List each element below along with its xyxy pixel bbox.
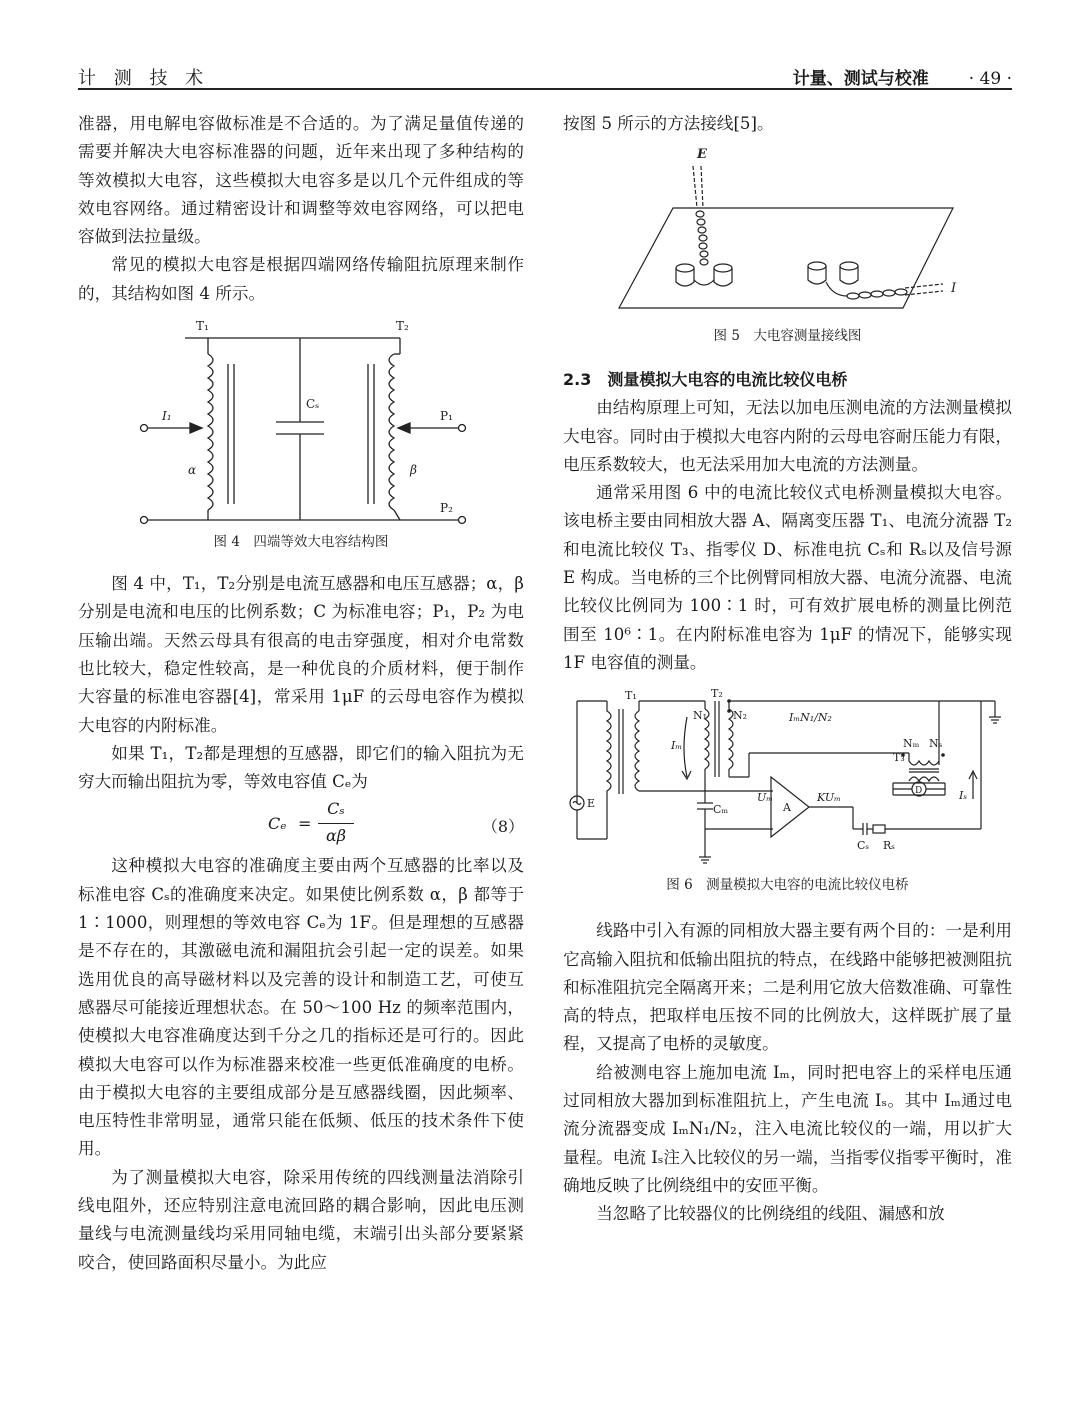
- fig6-label-t3: T₃: [893, 751, 905, 765]
- paragraph: 准器，用电解电容做标准是不合适的。为了满足量值传递的需要并解决大电容标准器的问题，近年来出现了多种结构的等效模拟大电容，这些模拟大电容多是以几个元件组成的等效电容网络。通过精密设计和调整等效电容网络，可以把电容做到法拉量级。: [78, 114, 524, 247]
- formula-lhs: Cₑ: [268, 814, 287, 834]
- fig4-label-beta: β: [410, 463, 417, 478]
- header-rule: [78, 88, 1012, 90]
- fig4-label-alpha: α: [188, 463, 197, 478]
- fig6-label-n2: N₂: [733, 709, 748, 723]
- figure-6-caption: 图 6 测量模拟大电容的电流比较仪电桥: [666, 877, 909, 894]
- fig5-label-e: E: [697, 147, 707, 163]
- fig6-label-um: Uₘ: [757, 791, 774, 805]
- fig6-label-n1: N₁: [693, 709, 708, 723]
- fig6-label-imn: IₘN₁/N₂: [789, 711, 832, 725]
- paragraph: 线路中引入有源的同相放大器主要有两个目的：一是利用它高输入阻抗和低输出阻抗的特点，在线路中能够把被测阻抗和标准阻抗完全隔离开来；二是利用它放大倍数准确、可靠性高的特点，把取样电压按不同的比例放大，这样既扩展了量程，又提高了电桥的灵敏度。: [563, 921, 1012, 1054]
- paragraph: 常见的模拟大电容是根据四端网络传输阻抗原理来制作的，其结构如图 4 所示。: [78, 255, 524, 303]
- fig6-label-nm: Nₘ: [903, 737, 920, 751]
- section-name: 计量、测试与校准: [792, 69, 929, 89]
- figure-6-diagram: [563, 689, 1012, 869]
- fig6-label-a: A: [783, 801, 791, 815]
- paragraph: 按图 5 所示的方法接线[5]。: [563, 114, 774, 133]
- formula-denominator: αβ: [325, 826, 347, 846]
- figure-5-caption: 图 5 大电容测量接线图: [713, 328, 862, 345]
- fig6-label-t1: T₁: [625, 689, 637, 703]
- fig6-label-is: Iₛ: [959, 789, 968, 803]
- fig5-label-i: I: [951, 281, 957, 297]
- paragraph: 由结构原理上可知，无法以加电压测电流的方法测量模拟大电容。同时由于模拟大电容内附的云母电容耐压能力有限，电压系数较大，也无法采用加大电流的方法测量。: [563, 398, 1012, 474]
- equation-number: （8）: [481, 817, 524, 837]
- left-column: [78, 110, 524, 1277]
- fig4-label-cs: Cₛ: [306, 397, 320, 412]
- fig6-label-im: Iₘ: [671, 739, 683, 753]
- journal-name: 计 测 技 术: [78, 68, 210, 89]
- fig6-label-e: E: [587, 797, 596, 811]
- equation-8: [78, 796, 524, 852]
- fig4-label-p2: P₂: [440, 501, 453, 516]
- fig6-label-kum: KUₘ: [817, 791, 841, 805]
- fig6-label-cm: Cₘ: [713, 803, 729, 817]
- formula-equals: =: [298, 814, 312, 834]
- fig6-label-rs: Rₛ: [883, 839, 895, 853]
- paragraph: 图 4 中，T₁，T₂分别是电流互感器和电压互感器；α，β 分别是电流和电压的比例系数；C 为标准电容；P₁，P₂ 为电压输出端。天然云母具有很高的电击穿强度，相对介电常数也比较大，稳定性较高，是一种优良的介质材料，便于制作大容量的标准电容器[4]，常采用 1μF 的云母电容作为模拟大电容的内附标准。: [78, 574, 524, 735]
- fig6-label-ns: Nₛ: [929, 737, 943, 751]
- paragraph: 如果 T₁，T₂都是理想的互感器，即它们的输入阻抗为无穷大而输出阻抗为零，等效电容值 Cₑ为: [78, 743, 524, 792]
- right-column: [563, 110, 1012, 1229]
- paragraph: 这种模拟大电容的准确度主要由两个互感器的比率以及标准电容 Cₛ的准确度来决定。如果使比例系数 α，β 都等于 1∶1000，则理想的等效电容 Cₑ为 1F。但是理想的互感器是不存在的，其激磁电流和漏阻抗会引起一定的误差。如果选用优良的高导磁材料以及完善的设计和制造工艺，可使互感器尽可能接近理想状态。在 50～100 Hz 的频率范围内，使模拟大电容准确度达到千分之几的指标还是可行的。因此模拟大电容可以作为标准器来校准一些更低准确度的电桥。由于模拟大电容的主要组成部分是互感器线圈，因此频率、电压特性非常明显，通常只能在低频、低压的技术条件下使用。: [78, 856, 524, 1159]
- paragraph: 给被测电容上施加电流 Iₘ，同时把电容上的采样电压通过同相放大器加到标准阻抗上，产生电流 Iₛ。其中 Iₘ通过电流分流器变成 IₘN₁/N₂，注入电流比较仪的一端，用以扩大量程。电流 Iₛ注入比较仪的另一端，当指零仪指零平衡时，准确地反映了比例绕组中的安匝平衡。: [563, 1062, 1012, 1195]
- formula-numerator: Cₛ: [327, 799, 345, 819]
- paragraph: 为了测量模拟大电容，除采用传统的四线测量法消除引线电阻外，还应特别注意电流回路的耦合影响，因此电压测量线与电流测量线均采用同轴电缆，末端引出头部分要紧紧咬合，使回路面积尽量小。为此应: [78, 1167, 524, 1272]
- figure-4-caption: 图 4 四端等效大电容结构图: [213, 534, 389, 551]
- fig4-label-i1: I₁: [162, 409, 172, 424]
- fig6-label-t2: T₂: [711, 689, 723, 701]
- paragraph: 通常采用图 6 中的电流比较仪式电桥测量模拟大电容。该电桥主要由同相放大器 A、隔离变压器 T₁、电流分流器 T₂和电流比较仪 T₃、指零仪 D、标准电抗 Cₛ和 Rₛ以及信号源 E 构成。当电桥的三个比例臂同相放大器、电流分流器、电流比较仪比例同为 100∶1 时，可有效扩展电桥的测量比例范围至 10⁶∶1。在内附标准电容为 1μF 的情况下，能够实现 1F 电容值的测量。: [563, 483, 1012, 672]
- fig6-label-cs: Cₛ: [857, 839, 870, 853]
- paragraph: 当忽略了比较器仪的比例绕组的线阻、漏感和放: [596, 1204, 945, 1224]
- fig4-label-t2: T₂: [396, 319, 409, 334]
- fig4-label-t1: T₁: [196, 319, 209, 334]
- fig4-label-p1: P₁: [440, 409, 453, 424]
- section-header: [793, 64, 1012, 89]
- fig6-label-d: D: [915, 786, 923, 797]
- fraction-bar: [318, 823, 354, 824]
- figure-5-diagram: [563, 140, 1012, 320]
- page-number: · 49 ·: [968, 69, 1012, 89]
- section-title: 2.3 测量模拟大电容的电流比较仪电桥: [563, 370, 848, 390]
- figure-4-diagram: [78, 316, 524, 528]
